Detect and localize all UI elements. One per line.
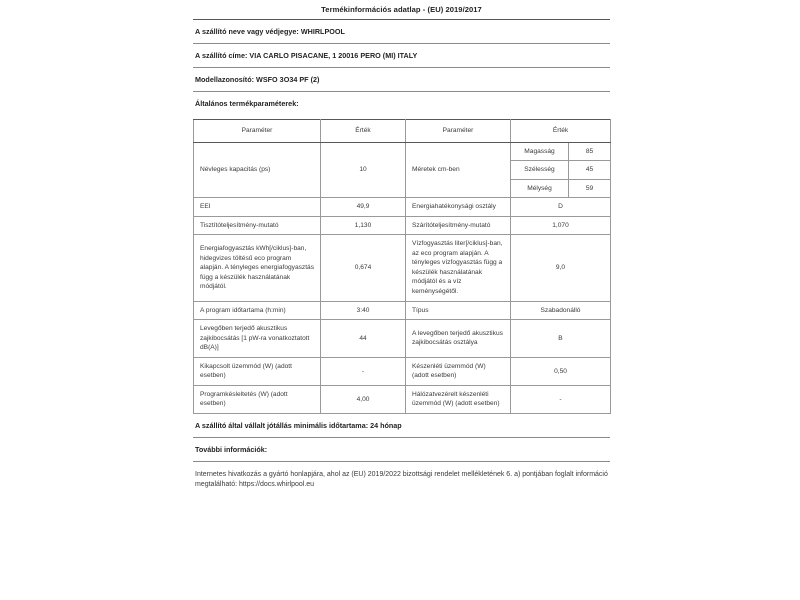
column-header-value-2: Érték xyxy=(511,120,611,143)
cell-off-mode-label: Kikapcsolt üzemmód (W) (adott esetben) xyxy=(194,357,321,385)
table-row-noise-emission xyxy=(194,320,611,358)
model-identifier-row: Modellazonosító: WSFO 3O34 PF (2) xyxy=(195,75,320,84)
table-row-cleaning-performance xyxy=(194,216,611,235)
cell-dimension-width-value: 45 xyxy=(569,161,611,180)
cell-dimension-width-label: Szélesség xyxy=(511,161,569,180)
cell-standby-mode-label: Készenléti üzemmód (W) (adott esetben) xyxy=(406,357,511,385)
supplier-address-row: A szállító címe: VIA CARLO PISACANE, 1 20016 PERO (MI) ITALY xyxy=(195,51,418,60)
cell-type-label: Típus xyxy=(406,301,511,320)
cell-energy-consumption-label: Energiafogyasztás kWh[/ciklus]-ban, hidegvizes töltésű eco program alapján. A tényleges energiafogyasztás függ a készülék használatának módjától. xyxy=(194,235,321,301)
table-body xyxy=(194,142,611,413)
manufacturer-website-note: Internetes hivatkozás a gyártó honlapjára, ahol az (EU) 2019/2022 bizottsági rendelet mellékletének 6. a) pontjában foglalt információ megtalálható: https://docs.whirlpool.eu xyxy=(195,470,608,489)
cell-dimensions-label: Méretek cm-ben xyxy=(406,142,511,198)
page-title: Termékinformációs adatlap - (EU) 2019/2017 xyxy=(321,5,482,14)
column-header-parameter-1: Paraméter xyxy=(194,120,321,143)
cell-dimension-depth-label: Mélység xyxy=(511,179,569,198)
cell-eei-value: 49,9 xyxy=(321,198,406,217)
cell-drying-performance-value: 1,070 xyxy=(511,216,611,235)
column-header-value-1: Érték xyxy=(321,120,406,143)
cell-rated-capacity-value: 10 xyxy=(321,142,406,198)
cell-cleaning-performance-label: Tisztítóteljesítmény-mutató xyxy=(194,216,321,235)
cell-water-consumption-label: Vízfogyasztás liter[/ciklus]-ban, az eco program alapján. A tényleges vízfogyasztás függ a készülék használatának módjától és a víz keménységétől. xyxy=(406,235,511,301)
supplier-name-row: A szállító neve vagy védjegye: WHIRLPOOL xyxy=(195,27,345,36)
cell-programme-duration-value: 3:40 xyxy=(321,301,406,320)
cell-dimension-height-label: Magasság xyxy=(511,142,569,161)
cell-off-mode-value: - xyxy=(321,357,406,385)
cell-noise-emission-value: 44 xyxy=(321,320,406,358)
cell-energy-class-label: Energiahatékonysági osztály xyxy=(406,198,511,217)
cell-noise-emission-label: Levegőben terjedő akusztikus zajkibocsátás [1 pW-ra vonatkoztatott dB(A)] xyxy=(194,320,321,358)
warranty-row: A szállító által vállalt jótállás minimális időtartama: 24 hónap xyxy=(195,420,402,430)
cell-type-value: Szabadonálló xyxy=(511,301,611,320)
table-row-programme-duration xyxy=(194,301,611,320)
cell-drying-performance-label: Szárítóteljesítmény-mutató xyxy=(406,216,511,235)
table-row-off-mode xyxy=(194,357,611,385)
table-header xyxy=(194,120,611,143)
cell-water-consumption-value: 9,0 xyxy=(511,235,611,301)
cell-noise-class-label: A levegőben terjedő akusztikus zajkibocsátás osztálya xyxy=(406,320,511,358)
cell-dimension-depth-value: 59 xyxy=(569,179,611,198)
general-parameters-caption: Általános termékparaméterek: xyxy=(195,99,299,108)
table-header-row xyxy=(194,120,611,143)
cell-eei-label: EEI xyxy=(194,198,321,217)
table-row-energy-consumption xyxy=(194,235,611,301)
cell-energy-class-value: D xyxy=(511,198,611,217)
cell-rated-capacity-label: Névleges kapacitás (ps) xyxy=(194,142,321,198)
more-information-caption: További információk: xyxy=(195,444,268,454)
cell-energy-consumption-value: 0,674 xyxy=(321,235,406,301)
cell-programme-duration-label: A program időtartama (h:min) xyxy=(194,301,321,320)
column-header-parameter-2: Paraméter xyxy=(406,120,511,143)
table-row-delay-start xyxy=(194,385,611,413)
product-parameters-table xyxy=(193,119,611,414)
cell-dimension-height-value: 85 xyxy=(569,142,611,161)
cell-networked-standby-label: Hálózatvezérelt készenléti üzemmód (W) (adott esetben) xyxy=(406,385,511,413)
cell-noise-class-value: B xyxy=(511,320,611,358)
cell-networked-standby-value: - xyxy=(511,385,611,413)
cell-cleaning-performance-value: 1,130 xyxy=(321,216,406,235)
table-row-rated-capacity xyxy=(194,142,611,161)
sheet-content xyxy=(193,0,610,497)
cell-delay-start-label: Programkésleltetés (W) (adott esetben) xyxy=(194,385,321,413)
table-row-eei xyxy=(194,198,611,217)
cell-delay-start-value: 4,00 xyxy=(321,385,406,413)
cell-standby-mode-value: 0,50 xyxy=(511,357,611,385)
